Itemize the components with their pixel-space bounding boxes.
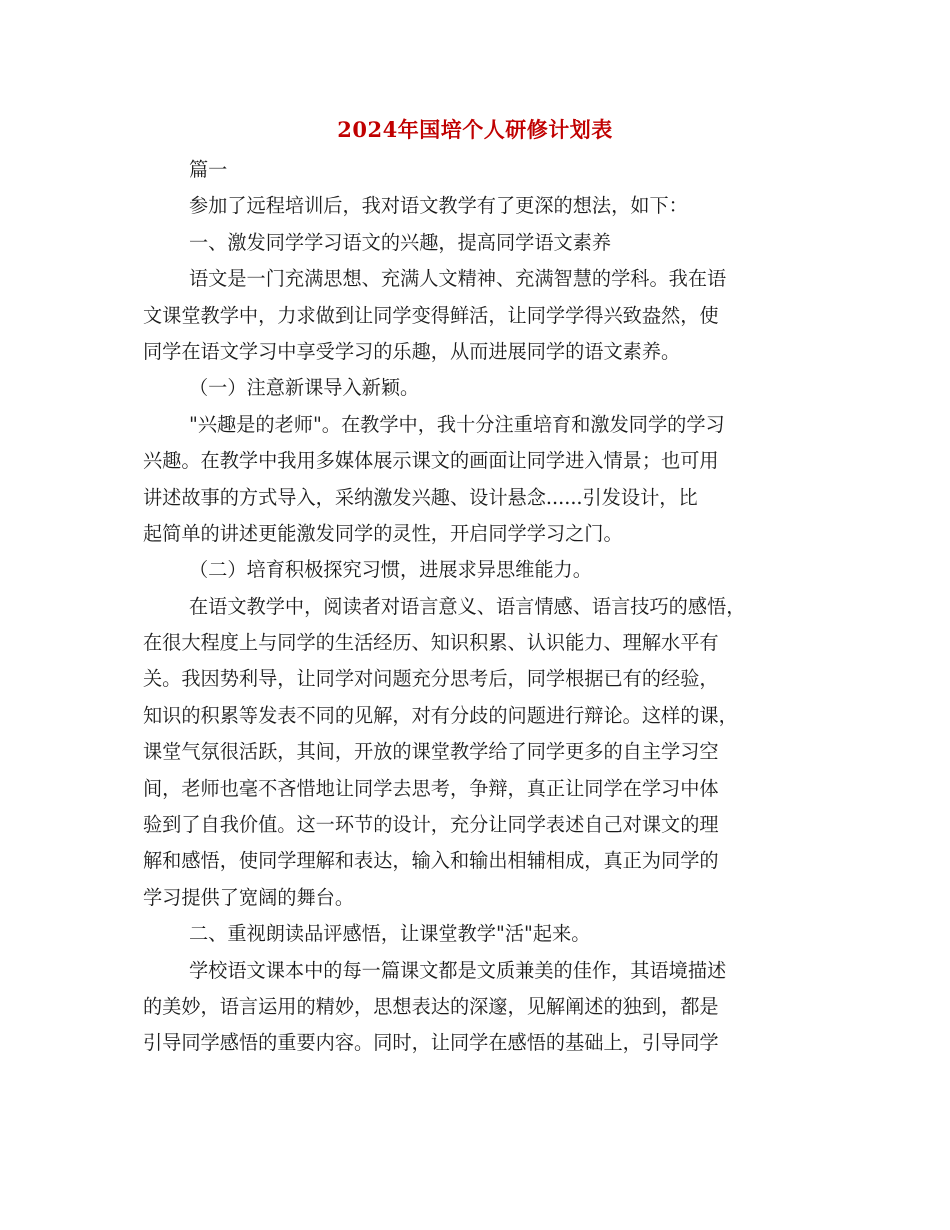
text-line: 二、重视朗读品评感悟，让课堂教学"活"起来。 <box>189 922 591 946</box>
text-line: 的美妙，语言运用的精妙，思想表达的深邃，见解阐述的独到，都是 <box>143 994 719 1018</box>
text-line: 知识的积累等发表不同的见解，对有分歧的问题进行辩论。这样的课， <box>143 703 738 727</box>
text-line: 讲述故事的方式导入，采纳激发兴趣、设计悬念......引发设计，比 <box>143 485 698 509</box>
text-line: 在很大程度上与同学的生活经历、知识积累、认识能力、理解水平有 <box>143 631 719 655</box>
document-title: 2024年国培个人研修计划表 <box>337 117 613 142</box>
text-line: 课堂气氛很活跃，其间，开放的课堂教学给了同学更多的自主学习空 <box>143 740 719 764</box>
text-line: 文课堂教学中，力求做到让同学变得鲜活，让同学学得兴致盎然，使 <box>143 303 719 327</box>
text-line: 关。我因势利导，让同学对问题充分思考后，同学根据已有的经验， <box>143 667 719 691</box>
text-line: 起简单的讲述更能激发同学的灵性，开启同学学习之门。 <box>143 521 623 545</box>
text-line: 语文是一门充满思想、充满人文精神、充满智慧的学科。我在语 <box>189 267 727 291</box>
text-line: 一、激发同学学习语文的兴趣，提高同学语文素养 <box>189 230 612 254</box>
text-line: 引导同学感悟的重要内容。同时，让同学在感悟的基础上，引导同学 <box>143 1031 719 1055</box>
text-line: 参加了远程培训后，我对语文教学有了更深的想法，如下： <box>189 194 688 218</box>
text-line: 间，老师也毫不吝惜地让同学去思考，争辩，真正让同学在学习中体 <box>143 776 719 800</box>
text-line: 学习提供了宽阔的舞台。 <box>143 885 355 909</box>
text-line: 兴趣。在教学中我用多媒体展示课文的画面让同学进入情景；也可用 <box>143 449 719 473</box>
text-line: "兴趣是的老师"。在教学中，我十分注重培育和激发同学的学习 <box>189 412 725 436</box>
text-line: （一）注意新课导入新颖。 <box>189 376 420 400</box>
text-line: 在语文教学中，阅读者对语言意义、语言情感、语言技巧的感悟， <box>189 594 746 618</box>
text-line: 验到了自我价值。这一环节的设计，充分让同学表述自己对课文的理 <box>143 813 719 837</box>
text-line: 篇一 <box>189 158 228 181</box>
text-line: （二）培育积极探究习惯，进展求异思维能力。 <box>189 558 592 582</box>
text-line: 学校语文课本中的每一篇课文都是文质兼美的佳作，其语境描述 <box>189 958 727 982</box>
text-line: 同学在语文学习中享受学习的乐趣，从而进展同学的语文素养。 <box>143 339 681 363</box>
document-body <box>143 152 798 1062</box>
text-line: 解和感悟，使同学理解和表达，输入和输出相辅相成，真正为同学的 <box>143 849 719 873</box>
